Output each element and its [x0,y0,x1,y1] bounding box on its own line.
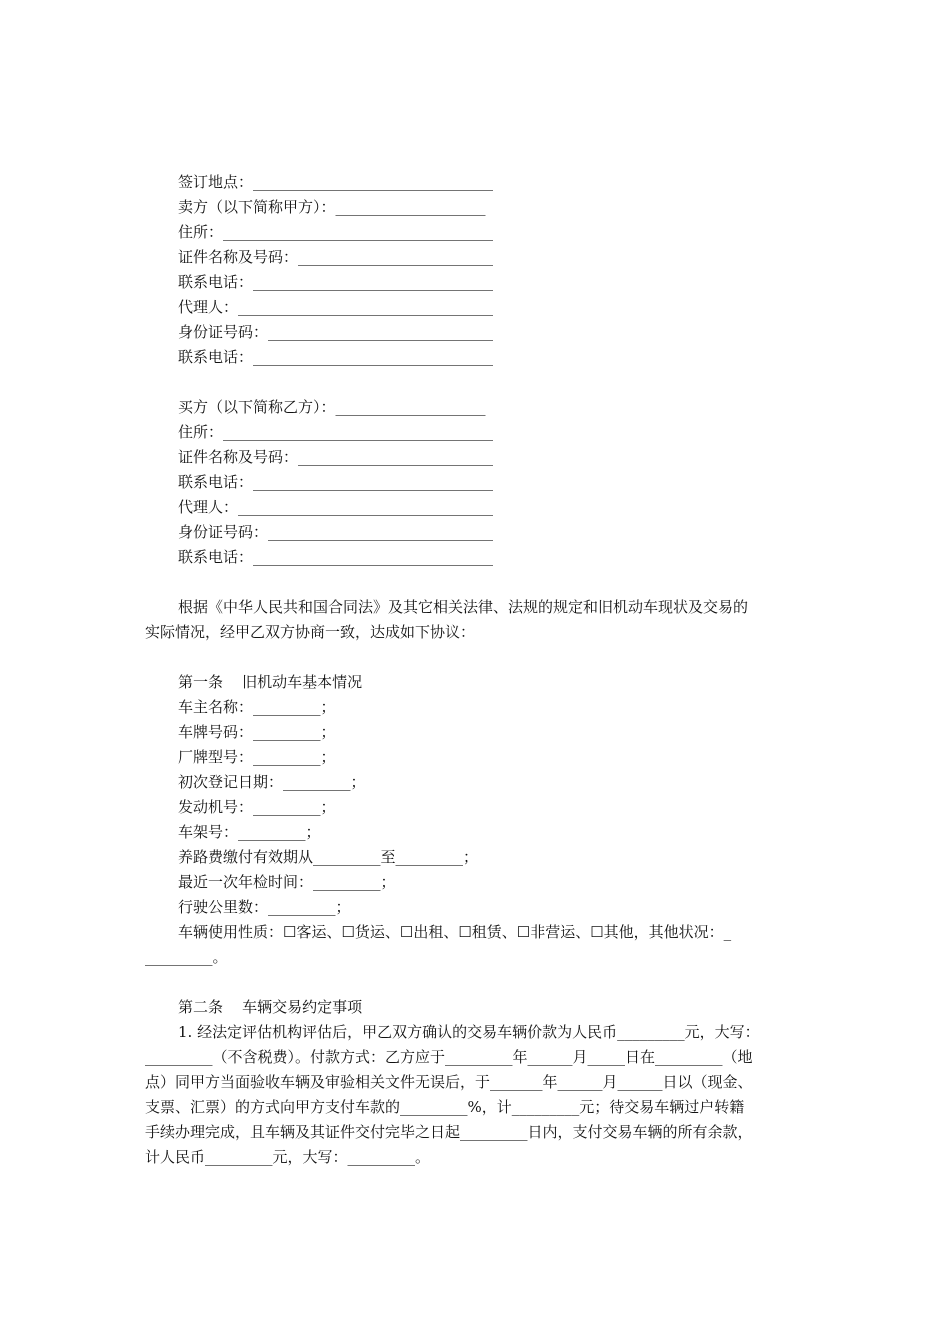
article2-para-line-4: 支票、汇票）的方式向甲方支付车款的_________%，计_________元；待交易车辆过户转籍 [145,1098,745,1116]
mileage-line: 行驶公里数：_________； [178,898,351,916]
usage-type-line: 车辆使用性质：☐客运、☐货运、☐出租、☐租赁、☐非营运、☐其他，其他状况：_ [178,923,732,941]
seller-id-doc-line: 证件名称及号码：__________________________ [178,248,494,266]
last-inspection-line: 最近一次年检时间：_________； [178,873,396,891]
seller-agent-line: 代理人：__________________________________ [178,298,494,316]
usage-other-continuation: _________。 [145,948,228,966]
first-registration-line: 初次登记日期：_________； [178,773,366,791]
owner-name-line: 车主名称：_________； [178,698,336,716]
signing-place-line: 签订地点：________________________________ [178,173,494,191]
buyer-agent-line: 代理人：__________________________________ [178,498,494,516]
engine-number-line: 发动机号：_________； [178,798,336,816]
buyer-agent-id-line: 身份证号码：______________________________ [178,523,494,541]
article2-para-line-6: 计人民币_________元，大写：_________。 [145,1148,431,1166]
frame-number-line: 车架号：_________； [178,823,321,841]
buyer-address-line: 住所：____________________________________ [178,423,494,441]
preamble-line-1: 根据《中华人民共和国合同法》及其它相关法律、法规的规定和旧机动车现状及交易的 [178,598,749,616]
article2-para-line-1: 1. 经法定评估机构评估后，甲乙双方确认的交易车辆价款为人民币_________元，大写： [178,1023,760,1041]
seller-agent-phone-line: 联系电话：________________________________ [178,348,494,366]
buyer-agent-phone-line: 联系电话：________________________________ [178,548,494,566]
article2-para-line-2: _________（不含税费）。付款方式：乙方应于_________年______月_____日在_________（地 [145,1048,753,1066]
brand-model-line: 厂牌型号：_________； [178,748,336,766]
plate-number-line: 车牌号码：_________； [178,723,336,741]
article2-title: 第二条 车辆交易约定事项 [178,998,363,1016]
seller-line: 卖方（以下简称甲方）：____________________ [178,198,486,216]
seller-address-line: 住所：____________________________________ [178,223,494,241]
article2-para-line-3: 点）同甲方当面验收车辆及审验相关文件无误后，于_______年______月______日以（现金、 [145,1073,753,1091]
article1-title: 第一条 旧机动车基本情况 [178,673,363,691]
seller-phone-line: 联系电话：________________________________ [178,273,494,291]
buyer-phone-line: 联系电话：________________________________ [178,473,494,491]
road-fee-line: 养路费缴付有效期从_________至_________； [178,848,479,866]
preamble-line-2: 实际情况，经甲乙双方协商一致，达成如下协议： [145,623,476,641]
seller-agent-id-line: 身份证号码：______________________________ [178,323,494,341]
buyer-line: 买方（以下简称乙方）：____________________ [178,398,486,416]
buyer-id-doc-line: 证件名称及号码：__________________________ [178,448,494,466]
article2-para-line-5: 手续办理完成，且车辆及其证件交付完毕之日起_________日内，支付交易车辆的所有余款， [145,1123,753,1141]
